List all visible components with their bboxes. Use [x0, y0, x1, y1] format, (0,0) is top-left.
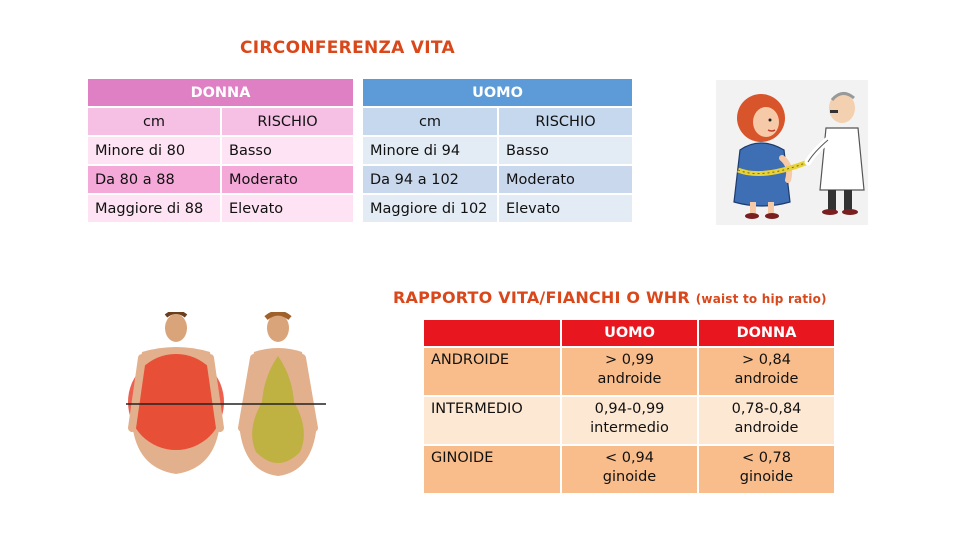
table-row [88, 137, 353, 164]
whr-row-label: INTERMEDIO [431, 401, 523, 417]
donna-risk-cell: Moderato [229, 171, 298, 188]
whr-donna-cell [699, 446, 834, 493]
table-row [363, 166, 632, 193]
whr-row-label: ANDROIDE [431, 352, 510, 368]
whr-donna-cell [699, 397, 834, 444]
table-row [88, 166, 353, 193]
table-row [363, 137, 632, 164]
whr-donna-cell [699, 348, 834, 395]
whr-type: androide [734, 420, 799, 436]
whr-value: > 0,84 [741, 352, 792, 368]
whr-type: androide [734, 371, 799, 387]
uomo-cm-cell: Da 94 a 102 [370, 171, 459, 188]
table-row [88, 195, 353, 222]
table-row [363, 195, 632, 222]
uomo-col-cm: cm [363, 108, 497, 135]
uomo-risk-cell: Elevato [506, 200, 561, 217]
main-title: CIRCONFERENZA VITA [240, 38, 455, 58]
uomo-header: UOMO [363, 79, 632, 106]
table-row [424, 348, 834, 395]
whr-table [422, 318, 836, 495]
uomo-waist-table [361, 77, 634, 224]
donna-cm-cell: Maggiore di 88 [95, 200, 204, 217]
table-row [424, 446, 834, 493]
whr-value: < 0,78 [741, 450, 792, 466]
uomo-col-rischio: RISCHIO [499, 108, 632, 135]
whr-title-suffix: (waist to hip ratio) [695, 292, 827, 306]
whr-uomo-cell [562, 446, 697, 493]
whr-type: ginoide [739, 469, 794, 485]
whr-header-empty [424, 320, 560, 346]
whr-value: 0,94-0,99 [594, 401, 665, 417]
whr-value: 0,78-0,84 [731, 401, 802, 417]
donna-waist-table [86, 77, 355, 224]
uomo-cm-cell: Maggiore di 102 [370, 200, 488, 217]
whr-row-label: GINOIDE [431, 450, 494, 466]
table-row [424, 397, 834, 444]
uomo-cm-cell: Minore di 94 [370, 142, 461, 159]
donna-cm-cell: Minore di 80 [95, 142, 186, 159]
donna-col-rischio: RISCHIO [222, 108, 353, 135]
uomo-risk-cell: Moderato [506, 171, 575, 188]
whr-value: < 0,94 [604, 450, 655, 466]
whr-uomo-cell [562, 397, 697, 444]
donna-header: DONNA [88, 79, 353, 106]
whr-type: intermedio [590, 420, 669, 436]
whr-uomo-cell [562, 348, 697, 395]
donna-cm-cell: Da 80 a 88 [95, 171, 175, 188]
whr-type: ginoide [602, 469, 657, 485]
whr-value: > 0,99 [604, 352, 655, 368]
body-shapes-illustration [122, 312, 332, 477]
waist-measuring-cartoon [716, 80, 868, 225]
donna-risk-cell: Basso [229, 142, 272, 159]
whr-type: androide [597, 371, 662, 387]
whr-col-uomo: UOMO [562, 320, 697, 346]
whr-title [393, 288, 827, 307]
uomo-risk-cell: Basso [506, 142, 549, 159]
whr-col-donna: DONNA [699, 320, 834, 346]
donna-risk-cell: Elevato [229, 200, 284, 217]
whr-title-main: RAPPORTO VITA/FIANCHI O WHR [393, 288, 690, 307]
donna-col-cm: cm [88, 108, 220, 135]
